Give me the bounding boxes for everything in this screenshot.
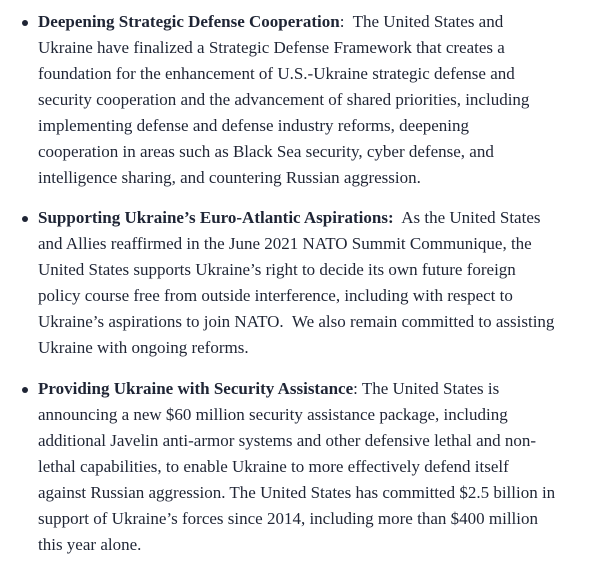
item-heading: Deepening Strategic Defense Cooperation bbox=[38, 12, 340, 31]
paragraph-line bbox=[38, 9, 594, 35]
paragraph-line bbox=[38, 205, 594, 231]
paragraph-line: against Russian aggression. The United States has committed $2.5 billion in bbox=[38, 483, 556, 502]
line-text: The United States is bbox=[361, 379, 500, 398]
paragraph bbox=[38, 376, 594, 558]
bullet-dot bbox=[22, 387, 28, 393]
paragraph-line: Ukraine have finalized a Strategic Defense Framework that creates a bbox=[38, 38, 505, 57]
paragraph-line: this year alone. bbox=[38, 535, 142, 554]
heading-separator: : bbox=[339, 12, 353, 31]
heading-separator: : bbox=[353, 379, 362, 398]
paragraph-line: additional Javelin anti-armor systems and other defensive lethal and non- bbox=[38, 431, 537, 450]
paragraph-line: support of Ukraine’s forces since 2014, including more than $400 million bbox=[38, 509, 538, 528]
paragraph-line: lethal capabilities, to enable Ukraine to more effectively defend itself bbox=[38, 457, 509, 476]
paragraph-line: Ukraine with ongoing reforms. bbox=[38, 338, 249, 357]
paragraph-line: foundation for the enhancement of U.S.-Ukraine strategic defense and bbox=[38, 64, 515, 83]
bullet-dot bbox=[22, 216, 28, 222]
paragraph-line: security cooperation and the advancement of shared priorities, including bbox=[38, 90, 530, 109]
paragraph-line: United States supports Ukraine’s right to decide its own future foreign bbox=[38, 260, 516, 279]
paragraph bbox=[38, 9, 594, 191]
line-text: As the United States bbox=[401, 208, 541, 227]
paragraph bbox=[38, 205, 594, 361]
paragraph-line: Ukraine’s aspirations to join NATO. We also remain committed to assisting bbox=[38, 312, 555, 331]
paragraph-line: policy course free from outside interference, including with respect to bbox=[38, 286, 513, 305]
paragraph-line bbox=[38, 376, 594, 402]
bullet-dot bbox=[22, 20, 28, 26]
paragraph-line: implementing defense and defense industry reforms, deepening bbox=[38, 116, 470, 135]
item-heading: Providing Ukraine with Security Assistance bbox=[38, 379, 354, 398]
item-heading: Supporting Ukraine’s Euro-Atlantic Aspirations: bbox=[38, 208, 394, 227]
paragraph-line: and Allies reaffirmed in the June 2021 NATO Summit Communique, the bbox=[38, 234, 532, 253]
paragraph-line: intelligence sharing, and countering Russian aggression. bbox=[38, 168, 421, 187]
paragraph-line: cooperation in areas such as Black Sea security, cyber defense, and bbox=[38, 142, 494, 161]
line-text: The United States and bbox=[352, 12, 504, 31]
paragraph-line: announcing a new $60 million security assistance package, including bbox=[38, 405, 508, 424]
